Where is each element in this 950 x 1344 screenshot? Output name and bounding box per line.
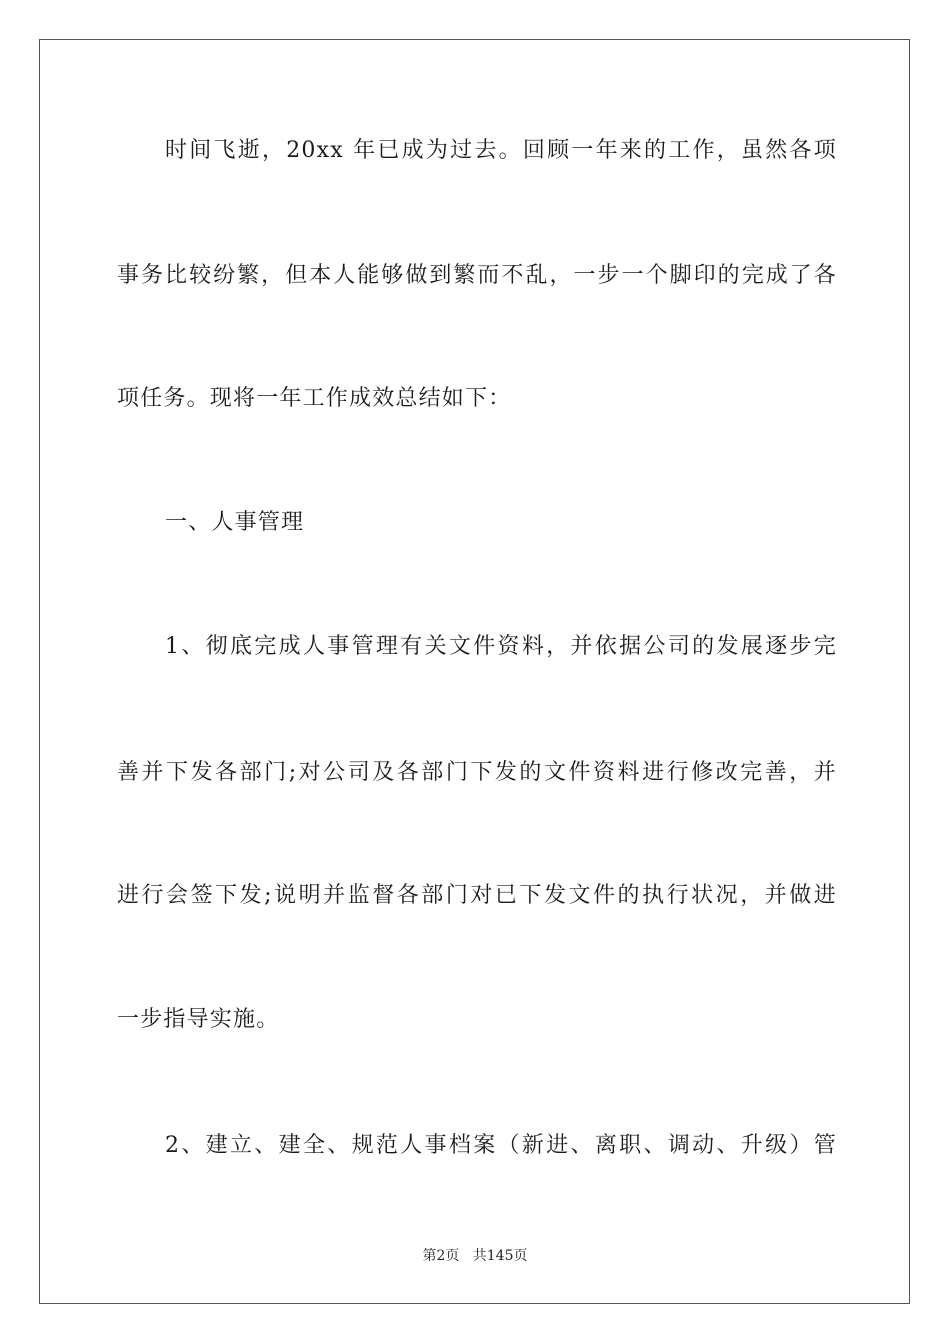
paragraph-line-1: 时间飞逝，20xx 年已成为过去。回顾一年来的工作，虽然各项 bbox=[165, 138, 837, 163]
page-footer bbox=[0, 1246, 950, 1266]
paragraph-line-3: 项任务。现将一年工作成效总结如下： bbox=[117, 386, 512, 411]
page-border bbox=[39, 39, 910, 1304]
list-item-1-line-4: 一步指导实施。 bbox=[117, 1007, 280, 1032]
list-item-1-line-2: 善并下发各部门;对公司及各部门下发的文件资料进行修改完善，并 bbox=[117, 760, 837, 785]
page-total: 共145页 bbox=[472, 1248, 528, 1264]
paragraph-line-2: 事务比较纷繁，但本人能够做到繁而不乱，一步一个脚印的完成了各 bbox=[117, 263, 837, 288]
page-number: 第2页 bbox=[422, 1248, 460, 1264]
list-item-1-line-1: 1、彻底完成人事管理有关文件资料，并依据公司的发展逐步完 bbox=[165, 634, 837, 659]
list-item-2-line-1: 2、建立、建全、规范人事档案（新进、离职、调动、升级）管 bbox=[165, 1133, 837, 1158]
list-item-1-line-3: 进行会签下发;说明并监督各部门对已下发文件的执行状况，并做进 bbox=[117, 883, 837, 908]
section-heading-personnel: 一、人事管理 bbox=[165, 510, 305, 535]
